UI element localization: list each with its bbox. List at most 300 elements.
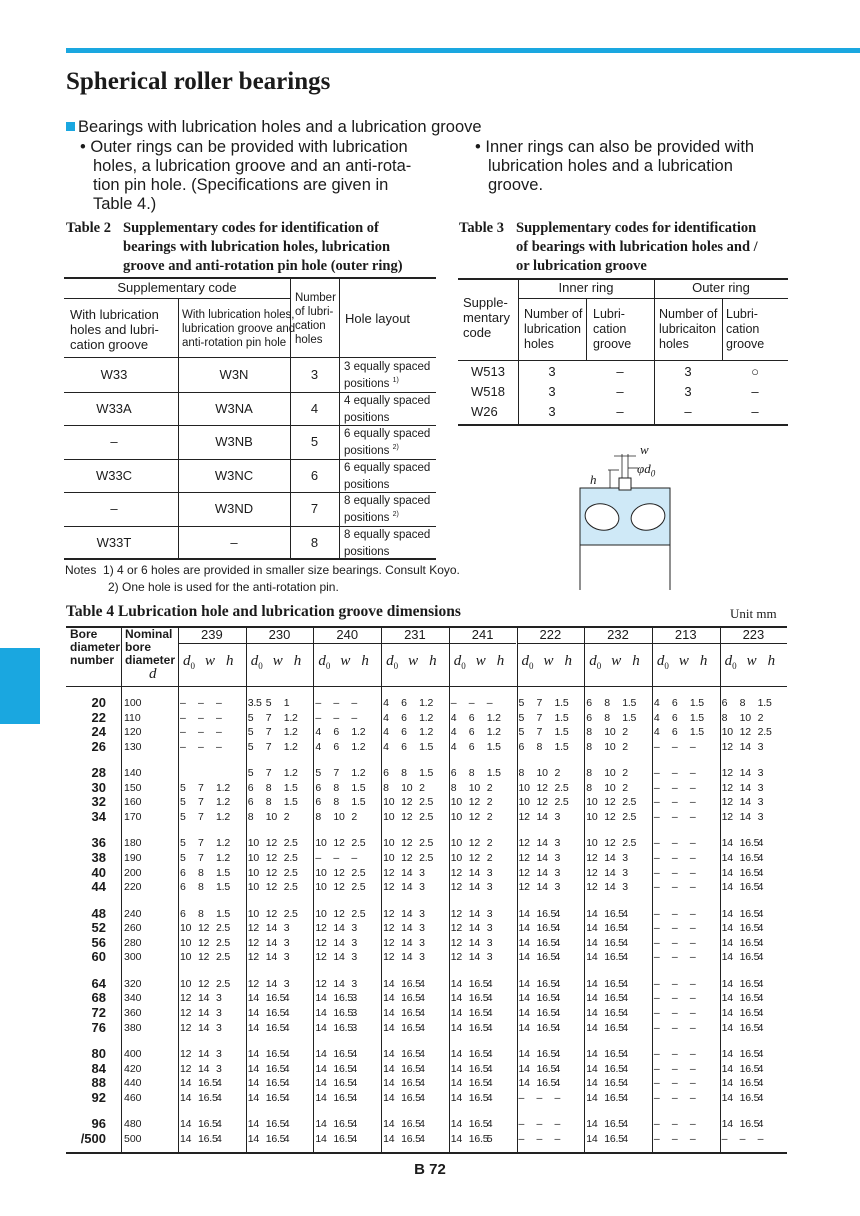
t4-value-cell: 14 — [180, 1118, 192, 1131]
t4-value-cell: – — [351, 697, 358, 709]
t4-nominal-diameter: 400 — [124, 1048, 142, 1060]
t4-value-cell: 10 — [586, 796, 598, 809]
t4-value-cell: 12 — [383, 907, 395, 920]
t2-cell-code2: – — [230, 534, 238, 550]
t4-value-cell: 4 — [757, 1062, 764, 1075]
t4-bore-number: 52 — [91, 920, 106, 936]
t4-value-cell: – — [180, 740, 186, 753]
t4-value-cell: 10 — [518, 781, 530, 794]
t4-value-cell: 14 — [518, 1021, 530, 1034]
t4-value-cell: 4 — [216, 1118, 222, 1131]
t4-nominal-diameter: 320 — [124, 977, 142, 990]
t4-value-cell: 3 — [419, 907, 425, 920]
t4-value-cell: 14 — [315, 1062, 327, 1075]
t4-value-cell: 10 — [604, 767, 616, 780]
t4-sub-header: h — [496, 653, 505, 669]
t4-value-cell: 16.5 — [739, 1091, 760, 1104]
t4-value-cell: 3 — [486, 866, 493, 879]
t4-value-cell: 12 — [247, 977, 259, 990]
t4-value-cell: 16.5 — [198, 1132, 218, 1145]
t4-value-cell: 10 — [586, 837, 598, 850]
t4-value-cell: 14 — [739, 781, 751, 794]
t4-value-cell: 3 — [351, 1007, 358, 1019]
t4-value-cell: 14 — [180, 1091, 192, 1104]
t4-series-header: 231 — [404, 627, 426, 642]
t4-value-cell: 4 — [554, 977, 561, 990]
t4-value-cell: 4 — [757, 852, 764, 864]
t4-value-cell: 16.5 — [265, 1077, 286, 1090]
t4-value-cell: 14 — [536, 866, 548, 879]
t4-value-cell: 10 — [383, 852, 395, 864]
t4-value-cell: 4 — [315, 740, 322, 753]
t4-value-cell: 1.5 — [351, 796, 366, 809]
t4-value-cell: 5 — [247, 740, 254, 753]
t4-value-cell: – — [689, 922, 696, 935]
t4-value-cell: 12 — [315, 951, 327, 964]
t4-value-cell: 14 — [518, 1048, 530, 1060]
t4-value-cell: 14 — [450, 977, 463, 990]
t4-value-cell: 1.5 — [689, 711, 704, 724]
t4-value-cell: 3 — [622, 866, 628, 879]
t4-value-cell: 12 — [721, 811, 733, 823]
t4-value-cell: 4 — [622, 936, 628, 949]
t4-value-cell: – — [689, 781, 696, 794]
t4-value-cell: 14 — [198, 1062, 210, 1075]
t4-bore-number: 40 — [91, 864, 106, 880]
t4-value-cell: 14 — [198, 1007, 210, 1019]
t4-sub-header: $d_0$ — [589, 653, 602, 671]
t4-value-cell: 4 — [351, 1048, 358, 1060]
t4-value-cell: 4 — [757, 1021, 764, 1034]
t4-value-cell: 12 — [401, 837, 413, 850]
t4-value-cell: – — [689, 951, 696, 964]
t4-value-cell: 1.2 — [216, 811, 230, 823]
t4-value-cell: 12 — [586, 852, 598, 864]
t4-value-cell: 14 — [450, 1132, 463, 1145]
t4-value-cell: – — [671, 852, 678, 864]
t4-value-cell: 16.5 — [401, 977, 421, 990]
t4-value-cell: 4 — [351, 1077, 358, 1090]
t4-value-cell: 5 — [265, 697, 272, 709]
t4-value-cell: – — [536, 1118, 543, 1131]
t4-value-cell: 14 — [721, 1077, 733, 1090]
t2-cell-code2: W3NC — [214, 467, 254, 483]
t4-value-cell: 16.5 — [333, 1132, 354, 1145]
t4-value-cell: 16.5 — [604, 1021, 624, 1034]
t4-value-cell: 6 — [180, 866, 186, 879]
t3-cell-outer-number: 3 — [684, 364, 692, 379]
t4-value-cell: 16.5 — [739, 837, 760, 850]
t4-sub-header: h — [564, 653, 572, 669]
t4-value-cell: 16.5 — [468, 977, 489, 990]
t4-value-cell: 8 — [333, 796, 340, 809]
t4-value-cell: 12 — [721, 781, 733, 794]
t4-value-cell: 1.2 — [216, 781, 230, 794]
t4-value-cell: – — [689, 740, 696, 753]
t4-value-cell: 2.5 — [351, 881, 366, 894]
t4-value-cell: 16.5 — [739, 922, 760, 935]
t4-sub-header: w — [475, 653, 486, 669]
t4-bore-number: 44 — [91, 879, 106, 895]
t4-value-cell: 14 — [383, 992, 395, 1005]
t4-value-cell: 5 — [518, 697, 525, 709]
t2-cell-layout: 4 equally spaced positions — [344, 394, 431, 424]
t4-value-cell: 14 — [180, 1132, 192, 1145]
t4-bore-number: 76 — [91, 1019, 106, 1035]
t4-value-cell: 4 — [622, 951, 628, 964]
t4-value-cell: – — [653, 977, 660, 990]
t4-value-cell: – — [554, 1118, 561, 1131]
t4-value-cell: 2.5 — [554, 781, 569, 794]
t3-cell-inner-number: 3 — [548, 404, 556, 419]
t4-value-cell: 12 — [450, 881, 463, 894]
t4-value-cell: 12 — [468, 796, 481, 809]
page-number: B 72 — [414, 1161, 446, 1178]
t4-value-cell: 3 — [486, 936, 493, 949]
t4-value-cell: 14 — [586, 1021, 598, 1034]
t4-value-cell: 4 — [757, 936, 764, 949]
t4-sub-header: $d_0$ — [656, 653, 669, 671]
t3-cell-code: W518 — [471, 384, 505, 399]
t4-sub-header: w — [408, 653, 419, 669]
t4-sub-header: $d_0$ — [724, 653, 737, 671]
t4-value-cell: 12 — [518, 852, 530, 864]
t4-nominal-diameter: 460 — [124, 1091, 142, 1104]
t4-value-cell: 16.5 — [401, 1048, 421, 1060]
t4-value-cell: 1.5 — [554, 697, 569, 709]
t4-value-cell: 2.5 — [216, 922, 230, 935]
t4-value-cell: – — [757, 1132, 764, 1145]
t3-head-num-inner: Number of lubrication holes — [524, 307, 583, 351]
t4-value-cell: 12 — [247, 951, 259, 964]
t3-cell-outer-groove: – — [751, 404, 759, 419]
t4-value-cell: – — [689, 881, 696, 894]
t4-value-cell: 4 — [216, 1077, 222, 1090]
t4-value-cell: 14 — [333, 951, 345, 964]
t4-value-cell: 14 — [383, 1048, 395, 1060]
t4-value-cell: 12 — [536, 796, 548, 809]
t4-series-header: 239 — [200, 627, 223, 642]
t4-value-cell: 16.5 — [604, 1091, 624, 1104]
t2-cell-layout: 8 equally spaced positions $^{2)}$ — [344, 495, 431, 524]
t4-value-cell: 2.5 — [351, 866, 366, 879]
t4-value-cell: 12 — [450, 922, 463, 935]
t4-value-cell: 1.5 — [216, 866, 230, 879]
t4-value-cell: – — [653, 881, 660, 894]
t2-cell-code1: W33C — [95, 467, 133, 483]
t4-value-cell: 4 — [653, 711, 660, 724]
t4-value-cell: 5 — [180, 852, 186, 864]
t4-value-cell: 3 — [283, 922, 290, 935]
t4-value-cell: 4 — [622, 1091, 628, 1104]
t4-value-cell: 14 — [247, 1021, 259, 1034]
t4-value-cell: 16.5 — [401, 992, 421, 1005]
t4-value-cell: 4 — [419, 977, 425, 990]
t4-value-cell: 14 — [450, 1077, 463, 1090]
diagram-label-d0: $\varphi d_0$ — [637, 461, 656, 479]
t4-value-cell: 14 — [383, 1007, 395, 1019]
t4-value-cell: 12 — [401, 852, 413, 864]
t4-value-cell: 16.5 — [265, 1132, 286, 1145]
t4-value-cell: – — [333, 711, 340, 724]
t4-value-cell: 12 — [265, 866, 277, 879]
t4-value-cell: 14 — [383, 1091, 395, 1104]
t4-value-cell: 14 — [315, 1091, 327, 1104]
t4-value-cell: – — [333, 852, 340, 864]
t4-value-cell: – — [351, 852, 358, 864]
t4-value-cell: 6 — [401, 711, 407, 724]
t4-value-cell: 4 — [383, 726, 389, 739]
t4-value-cell: 8 — [198, 907, 204, 920]
t4-value-cell: 10 — [265, 811, 277, 823]
t4-value-cell: – — [689, 866, 696, 879]
t4-value-cell: 4 — [283, 1091, 290, 1104]
t2-cell-number: 6 — [310, 467, 319, 483]
t4-value-cell: 3 — [486, 922, 493, 935]
t4-value-cell: 16.5 — [536, 1077, 557, 1090]
t4-sub-header: h — [293, 653, 302, 669]
t4-value-cell: – — [689, 1007, 696, 1019]
t4-series-header: 230 — [268, 627, 291, 642]
t4-value-cell: 16.5 — [265, 1021, 286, 1034]
t4-value-cell: 14 — [536, 852, 548, 864]
t4-value-cell: 12 — [450, 936, 463, 949]
t4-value-cell: – — [468, 697, 475, 709]
t4-value-cell: 1.2 — [283, 726, 298, 739]
t4-value-cell: – — [653, 796, 660, 809]
t4-value-cell: 12 — [265, 881, 277, 894]
table2 — [64, 277, 436, 559]
t4-value-cell: 3 — [757, 811, 764, 823]
t4-value-cell: 12 — [315, 936, 327, 949]
t4-value-cell: 14 — [586, 922, 598, 935]
t4-value-cell: 16.5 — [468, 1021, 489, 1034]
t4-value-cell: 14 — [265, 977, 277, 990]
t4-value-cell: 4 — [554, 1048, 561, 1060]
t4-value-cell: 14 — [586, 907, 598, 920]
t4-value-cell: 14 — [180, 1077, 192, 1090]
t4-value-cell: 2.5 — [216, 951, 230, 964]
t4-value-cell: 14 — [450, 1048, 463, 1060]
t4-value-cell: 8 — [265, 796, 272, 809]
t4-value-cell: 14 — [315, 1021, 327, 1034]
t4-value-cell: 8 — [586, 740, 592, 753]
t4-value-cell: 8 — [721, 711, 728, 724]
t4-value-cell: 16.5 — [198, 1091, 218, 1104]
t4-value-cell: 6 — [586, 711, 592, 724]
t4-value-cell: 14 — [721, 922, 733, 935]
t4-value-cell: 16.5 — [604, 1077, 624, 1090]
table4-unit: Unit mm — [730, 606, 777, 621]
t4-value-cell: 1.2 — [216, 852, 230, 864]
t4-value-cell: 4 — [216, 1132, 222, 1145]
t4-value-cell: 5 — [180, 781, 186, 794]
t4-nominal-diameter: 360 — [124, 1007, 142, 1019]
t4-value-cell: 16.5 — [401, 1007, 421, 1019]
t4-value-cell: 4 — [419, 1048, 425, 1060]
t2-cell-number: 4 — [310, 400, 319, 416]
t3-cell-outer-groove: ○ — [751, 364, 759, 379]
t4-value-cell: 14 — [198, 1048, 210, 1060]
t3-cell-outer-number: – — [684, 404, 692, 419]
t4-value-cell: 2.5 — [351, 837, 366, 850]
t4-nominal-diameter: 140 — [124, 767, 142, 780]
t4-value-cell: 12 — [468, 852, 481, 864]
t4-value-cell: 16.5 — [739, 907, 760, 920]
t4-series-header: 232 — [607, 627, 629, 642]
t4-value-cell: – — [671, 1021, 678, 1034]
t4-value-cell: 3 — [757, 796, 764, 809]
t4-value-cell: 5 — [315, 767, 322, 780]
t4-value-cell: – — [689, 767, 696, 780]
t4-value-cell: 16.5 — [401, 1091, 421, 1104]
t4-value-cell: 1.2 — [486, 726, 501, 739]
t4-value-cell: 6 — [315, 781, 322, 794]
t4-bore-number: 38 — [91, 850, 106, 865]
t4-value-cell: 7 — [536, 697, 543, 709]
t4-value-cell: 12 — [604, 796, 616, 809]
t4-value-cell: 3 — [419, 936, 425, 949]
t4-value-cell: 10 — [518, 796, 530, 809]
t4-value-cell: – — [351, 711, 358, 724]
t2-cell-code1: – — [110, 501, 118, 516]
t4-value-cell: 12 — [333, 907, 345, 920]
t4-value-cell: – — [653, 1091, 660, 1104]
t4-value-cell: 12 — [198, 936, 210, 949]
t4-value-cell: 16.5 — [739, 1021, 760, 1034]
t4-value-cell: 2 — [622, 781, 628, 794]
t4-sub-header: h — [699, 653, 708, 669]
t4-value-cell: 14 — [604, 866, 616, 879]
t4-value-cell: 2.5 — [283, 866, 298, 879]
t4-value-cell: 14 — [721, 1091, 733, 1104]
t4-value-cell: – — [198, 697, 204, 709]
t4-value-cell: 4 — [757, 1048, 764, 1060]
t4-value-cell: 14 — [721, 881, 733, 894]
t4-value-cell: 14 — [586, 992, 598, 1005]
t4-value-cell: 10 — [468, 781, 481, 794]
t2-cell-layout: 6 equally spaced positions $^{2)}$ — [344, 428, 431, 457]
t4-value-cell: 5 — [518, 726, 525, 739]
t4-value-cell: 14 — [468, 922, 481, 935]
t4-value-cell: 12 — [265, 907, 277, 920]
t4-series-header: 223 — [742, 627, 765, 642]
t4-value-cell: 12 — [604, 811, 616, 823]
t4-value-cell: 8 — [198, 866, 204, 879]
t4-sub-header: h — [767, 653, 776, 669]
t4-value-cell: 14 — [586, 951, 598, 964]
t4-value-cell: – — [180, 726, 186, 739]
t4-value-cell: 1.2 — [351, 740, 366, 753]
t4-value-cell: 14 — [383, 1132, 395, 1145]
t4-value-cell: – — [653, 852, 660, 864]
t4-value-cell: – — [653, 1118, 660, 1131]
t4-value-cell: 4 — [554, 922, 561, 935]
t4-value-cell: 4 — [622, 1062, 628, 1075]
t4-value-cell: 16.5 — [604, 1007, 624, 1019]
t4-value-cell: 2 — [486, 811, 493, 823]
t4-value-cell: 14 — [518, 992, 530, 1005]
t4-value-cell: 2.5 — [419, 852, 434, 864]
t4-value-cell: 4 — [622, 1007, 628, 1019]
t4-value-cell: 1.5 — [486, 767, 501, 780]
t2-cell-code2: W3NA — [215, 400, 253, 416]
t4-value-cell: 2 — [351, 811, 358, 823]
t4-value-cell: – — [180, 697, 186, 709]
t4-value-cell: 16.5 — [536, 992, 557, 1005]
t4-value-cell: – — [653, 740, 660, 753]
t3-cell-code: W26 — [471, 404, 498, 419]
t4-bore-number: 96 — [91, 1116, 106, 1132]
t4-sub-header: $d_0$ — [318, 653, 331, 671]
t4-value-cell: 4 — [757, 866, 764, 879]
t4-value-cell: 3 — [351, 977, 358, 990]
t4-sub-header: w — [678, 653, 689, 669]
t4-value-cell: 14 — [315, 1118, 327, 1131]
t4-value-cell: 14 — [265, 922, 277, 935]
t4-value-cell: – — [671, 811, 678, 823]
t4-value-cell: 12 — [721, 767, 733, 780]
t2-cell-layout: 8 equally spaced positions — [344, 528, 431, 558]
t4-value-cell: – — [671, 740, 678, 753]
t4-value-cell: 12 — [333, 837, 345, 850]
t4-value-cell: 4 — [554, 907, 561, 920]
t4-nominal-diameter: 480 — [124, 1118, 142, 1131]
t4-value-cell: 14 — [383, 1077, 395, 1090]
t4-bore-number: 84 — [91, 1060, 106, 1076]
t4-value-cell: 3 — [351, 922, 358, 935]
t4-value-cell: 4 — [486, 1077, 493, 1090]
t4-value-cell: 14 — [518, 936, 530, 949]
t4-value-cell: 5 — [247, 711, 254, 724]
t4-value-cell: 4 — [486, 992, 493, 1005]
t4-value-cell: 4 — [622, 1048, 628, 1060]
t4-sub-header: $d_0$ — [453, 653, 466, 671]
t4-value-cell: 4 — [554, 936, 561, 949]
t2-head-col2: With lubrication holes, lubrication groove and anti-rotation pin hole — [182, 309, 296, 349]
t4-bore-number: 68 — [91, 990, 106, 1006]
t4-value-cell: – — [216, 726, 222, 739]
t4-value-cell: 7 — [265, 740, 272, 753]
t4-value-cell: 16.5 — [739, 936, 760, 949]
t4-value-cell: 4 — [554, 1062, 561, 1075]
t4-bore-number: 56 — [91, 934, 106, 950]
t4-value-cell: – — [721, 1132, 728, 1145]
t4-value-cell: – — [653, 992, 660, 1005]
t4-value-cell: 4 — [450, 726, 457, 739]
t4-value-cell: 10 — [450, 796, 463, 809]
t4-value-cell: 4 — [757, 881, 764, 894]
t4-value-cell: 12 — [265, 852, 277, 864]
t4-value-cell: 4 — [450, 740, 457, 753]
t4-value-cell: 12 — [468, 811, 481, 823]
t4-value-cell: 7 — [198, 796, 204, 809]
t4-value-cell: 4 — [283, 1048, 290, 1060]
t4-value-cell: 8 — [739, 697, 746, 709]
t4-value-cell: 16.5 — [333, 1091, 354, 1104]
t4-value-cell: 1.2 — [283, 740, 298, 753]
t4-value-cell: 4 — [283, 1021, 290, 1034]
t4-value-cell: 2 — [622, 740, 628, 753]
t4-value-cell: 14 — [247, 1077, 259, 1090]
t4-value-cell: 1.5 — [351, 781, 366, 794]
t4-value-cell: 3 — [486, 881, 493, 894]
t4-value-cell: 4 — [351, 1132, 358, 1145]
t4-value-cell: 14 — [450, 1118, 463, 1131]
t4-value-cell: 4 — [622, 992, 628, 1005]
t4-value-cell: – — [689, 837, 696, 850]
t4-value-cell: 12 — [180, 1062, 192, 1075]
